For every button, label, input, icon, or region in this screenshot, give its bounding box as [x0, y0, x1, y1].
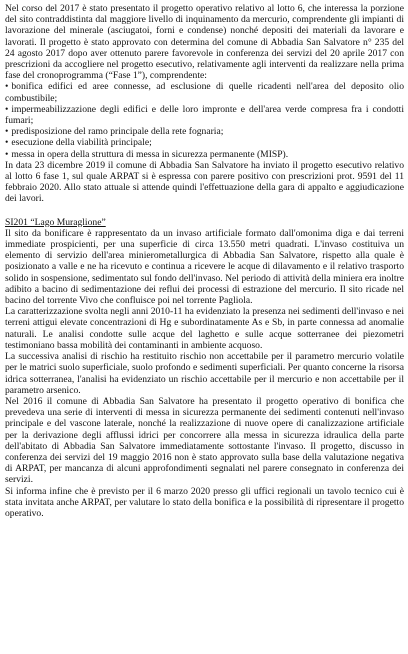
section-2-paragraph-technical-table: Si informa infine che è previsto per il 6 marzo 2020 presso gli uffici regionali un tavolo tecnico cui è stata invitata anche ARPAT, per valutare lo stato della bonifica e la possibilità di ripresentare il progetto operativo.: [5, 485, 404, 519]
section-2-paragraph-site: Il sito da bonificare è rappresentato da un invaso artificiale formato dall'omonima diga e dai terreni immediate prospicienti, per una superficie di circa 13.550 metri quadrati. L'invaso costituiva un elemento di servizio dell'area minierometallurgica di Abbadia San Salvatore, rispetto alla quale è posizionato a valle e ne ha ricevuto e continua a ricevere le acque di dilavamento e il relativo trasporto solido in sospensione, sedimentato sul fondo dell'invaso. Nel periodo di attività della miniera era inoltre adibito a bacino di sedimentazione dei reflui dei processi di estrazione del mercurio. Il sito ricade nel bacino del torrente Vivo che confluisce poi nel torrente Pagliola.: [5, 227, 404, 307]
bullet-text: messa in opera della struttura di messa in sicurezza permanente (MISP).: [11, 148, 289, 160]
bullet-text: impermeabilizzazione degli edifici e delle loro impronte e dell'area verde compresa fra i condotti fumari;: [5, 103, 404, 127]
section-2-heading: SI201 “Lago Muraglione”: [5, 216, 106, 228]
phase-1-bullet-list: [5, 81, 404, 159]
section-2-paragraph-risk-analysis: La successiva analisi di rischio ha restituito rischio non accettabile per il parametro mercurio volatile per le matrici suolo superficiale, suolo profondo e sedimenti superficiali. Per quanto concerne la risorsa idrica sotterranea, l'analisi ha evidenziato un rischio accettabile per il mercurio e non accettabile per il parametro arsenico.: [5, 351, 404, 396]
bullet-icon: •: [5, 137, 9, 149]
bullet-icon: •: [5, 81, 9, 93]
bullet-item: [5, 81, 404, 103]
bullet-text: predisposizione del ramo principale della rete fognaria;: [11, 126, 224, 138]
bullet-text: bonifica edifici ed aree connesse, ad esclusione di quelle ricadenti nell'area del deposito olio combustibile;: [5, 81, 404, 104]
section-spacer: [5, 205, 404, 217]
bullet-item: [5, 104, 404, 126]
section-2-paragraph-project-2016: Nel 2016 il comune di Abbadia San Salvatore ha presentato il progetto operativo di bonifica che prevedeva una serie di interventi di messa in sicurezza permanente dei sedimenti contenuti nell'invaso principale e del vascone laterale, nonché la realizzazione di nuove opere di canalizzazione artificiale per la derivazione degli afflussi idrici per concorrere alla messa in sicurezza idraulica della parte dell'abitato di Abbadia San Salvatore immediatamente sottostante l'invaso. Il progetto, discusso in conferenza dei servizi del 19 maggio 2016 non è stato approvato sulla base della valutazione negativa di ARPAT, per mancanza di alcuni approfondimenti segnalati nel parere consegnato in conferenza dei servizi.: [5, 395, 404, 486]
bullet-icon: •: [5, 148, 9, 160]
bullet-item: [5, 149, 404, 160]
bullet-icon: •: [5, 126, 9, 138]
bullet-icon: •: [5, 103, 9, 115]
section-2-paragraph-characterization: La caratterizzazione svolta negli anni 2010-11 ha evidenziato la presenza nei sedimenti dell'invaso e nei terreni attigui elevate concentrazioni di Hg e subordinatamente As e Sb, in parte connessa ad anomalie naturali. Le analisi condotte sulle acque del laghetto e sulle acque sotterranee dei piezometri testimoniano bassa mobilità dei contaminanti in ambiente acquoso.: [5, 306, 404, 351]
bullet-item: [5, 126, 404, 137]
bullet-item: [5, 137, 404, 148]
section-1-intro-paragraph: Nel corso del 2017 è stato presentato il progetto operativo relativo al lotto 6, che interessa la porzione del sito contraddistinta dal maggiore livello di inquinamento da mercurio, comprendente gli impianti di lavorazione del minerale (asciugatoi, forni e condense) nonché depositi dei materiali da lavorare e lavorati. Il progetto è stato approvato con determina del comune di Abbadia San Salvatore n° 235 del 24 agosto 2017 dopo aver ottenuto parere favorevole in conferenza dei servizi del 20 aprile 2017 con prescrizioni da accogliere nel progetto esecutivo, relativamente agli interventi da realizzare nella prima fase del cronoprogramma (“Fase 1”), comprendente:: [5, 3, 404, 82]
section-1-closing-paragraph: In data 23 dicembre 2019 il comune di Abbadia San Salvatore ha inviato il progetto esecutivo relativo al lotto 6 fase 1, sul quale ARPAT si è espressa con parere positivo con prescrizioni prot. 9591 del 11 febbraio 2020. Allo stato attuale si attende quindi l'effettuazione della gara di appalto e aggiudicazione dei lavori.: [5, 159, 404, 205]
bullet-text: esecuzione della viabilità principale;: [11, 137, 152, 149]
